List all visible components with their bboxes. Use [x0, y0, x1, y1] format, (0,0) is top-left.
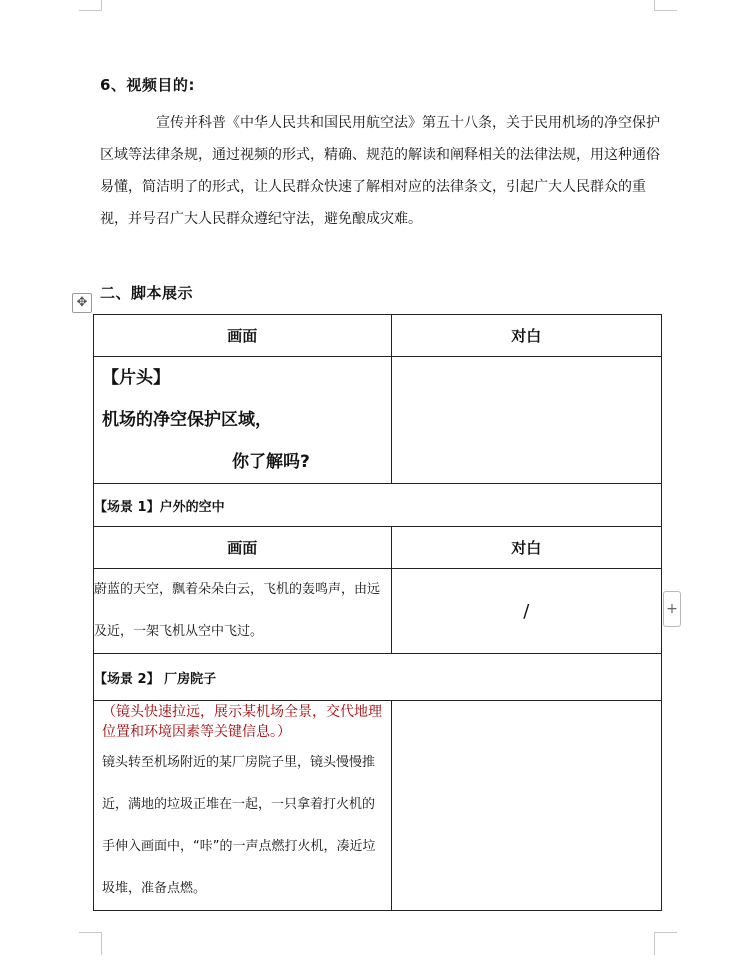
- scene2-camera-note: （镜头快速拉远，展示某机场全景，交代地理位置和环境因素等关键信息。）: [102, 704, 382, 740]
- scene2-picture-text: 镜头转至机场附近的某厂房院子里，镜头慢慢推近，满地的垃圾正堆在一起，一只拿着打火机的手伸入画面中，“咔”的一声点燃打火机，凑近垃圾堆，准备点燃。: [102, 755, 376, 896]
- section6-title: 6、视频目的:: [100, 76, 195, 94]
- scene1-header-row: [94, 527, 662, 569]
- script-table: [93, 314, 662, 911]
- scene2-dialogue-cell[interactable]: [391, 701, 661, 911]
- table-header-row: [94, 315, 662, 357]
- opening-tag: 【片头】: [102, 368, 170, 388]
- crop-mark-bottom-left: [79, 932, 102, 955]
- opening-row: [94, 357, 662, 484]
- scene1-header-picture[interactable]: 画面: [94, 527, 392, 569]
- crop-mark-top-right: [654, 0, 677, 11]
- scene1-title[interactable]: 【场景 1】户外的空中: [94, 484, 662, 527]
- scene1-picture-cell[interactable]: 蔚蓝的天空，飘着朵朵白云，飞机的轰鸣声，由远及近，一架飞机从空中飞过。: [94, 569, 392, 654]
- scene1-dialogue-cell[interactable]: /: [391, 569, 661, 654]
- add-column-icon[interactable]: +: [663, 591, 681, 627]
- opening-dialogue-cell[interactable]: [391, 357, 661, 484]
- scene1-content-row: [94, 569, 662, 654]
- opening-line-1: 机场的净空保护区域，: [102, 410, 272, 430]
- header-picture[interactable]: 画面: [94, 315, 392, 357]
- scene1-header-dialogue[interactable]: 对白: [391, 527, 661, 569]
- scene2-title-row: [94, 654, 662, 701]
- scene2-content-row: [94, 701, 662, 911]
- crop-mark-top-left: [79, 0, 102, 11]
- header-dialogue[interactable]: 对白: [391, 315, 661, 357]
- opening-picture-cell[interactable]: [94, 357, 392, 484]
- scene1-title-row: [94, 484, 662, 527]
- table-move-icon[interactable]: ✥: [72, 293, 92, 313]
- section6-body: 宣传并科普《中华人民共和国民用航空法》第五十八条，关于民用机场的净空保护区域等法律条规，通过视频的形式，精确、规范的解读和阐释相关的法律法规，用这种通俗易懂，简洁明了的形式，让人民群众快速了解相对应的法律条文，引起广大人民群众的重视，并号召广大人民群众遵纪守法，避免酿成灾难。: [100, 115, 660, 227]
- section2-title: 二、脚本展示: [100, 284, 194, 302]
- crop-mark-bottom-right: [654, 932, 677, 955]
- scene2-title[interactable]: 【场景 2】 厂房院子: [94, 654, 662, 701]
- opening-line-2: 你了解吗?: [232, 452, 310, 472]
- scene2-picture-cell[interactable]: [94, 701, 392, 911]
